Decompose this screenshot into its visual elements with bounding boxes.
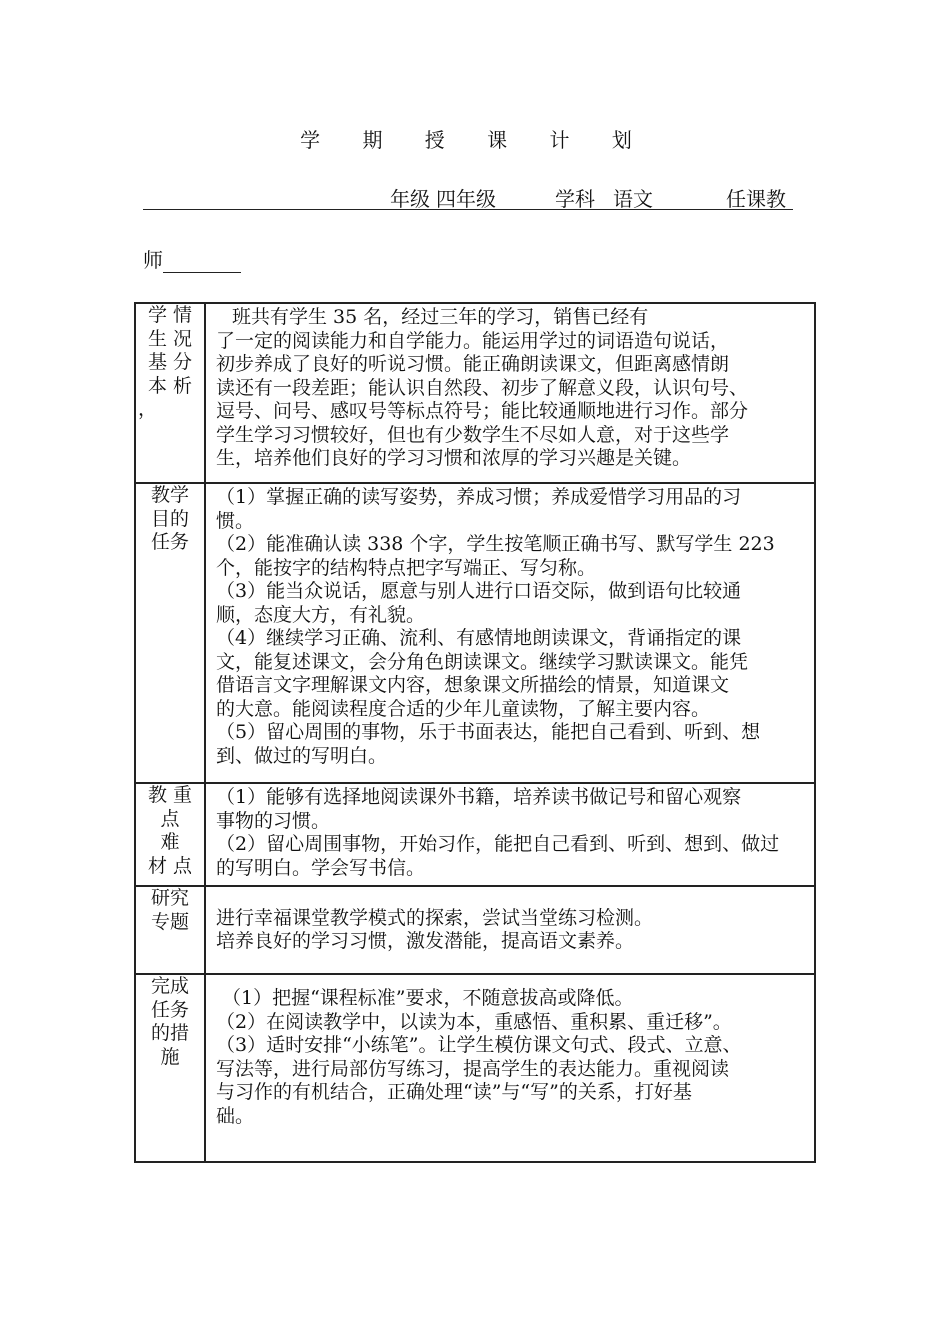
grade-value: 四年级 bbox=[436, 187, 496, 211]
text-line: （3）能当众说话，愿意与别人进行口语交际，做到语句比较通 bbox=[216, 580, 742, 602]
row-content-key-points bbox=[205, 783, 815, 886]
row-content-research-topic bbox=[205, 886, 815, 974]
row-heading-student-analysis bbox=[135, 303, 205, 483]
text-line: （1）掌握正确的读写姿势，养成习惯；养成爱惜学习用品的习 bbox=[216, 486, 742, 508]
heading-line: 本 析 bbox=[147, 374, 193, 397]
heading-line: 生 况 bbox=[147, 327, 193, 350]
heading-line: 材 点 bbox=[147, 854, 193, 877]
row-heading-research-topic bbox=[135, 886, 205, 974]
text-line: 事物的习惯。 bbox=[216, 809, 331, 832]
text-line: 写法等，进行局部仿写练习，提高学生的表达能力。重视阅读 bbox=[216, 1057, 730, 1080]
row-content-teaching-goals bbox=[205, 483, 815, 783]
table-row bbox=[135, 483, 815, 783]
text-line: 班共有学生 35 名，经过三年的学习，销售已经有 bbox=[232, 306, 649, 328]
text-line: 础。 bbox=[216, 1104, 255, 1127]
info-line bbox=[143, 183, 793, 210]
heading-line: 点 bbox=[160, 807, 180, 830]
heading-line: 任务 bbox=[150, 998, 189, 1021]
grade-label: 年级 bbox=[390, 187, 430, 211]
text-line: 顺，态度大方，有礼貌。 bbox=[216, 603, 426, 626]
heading-line: 专题 bbox=[150, 910, 189, 933]
heading-line: 教 重 bbox=[147, 784, 193, 806]
text-line: 到、做过的写明白。 bbox=[216, 744, 388, 767]
text-line: 逗号、问号、感叹号等标点符号；能比较通顺地进行习作。部分 bbox=[216, 400, 749, 422]
heading-line: 学 情 bbox=[147, 304, 193, 326]
text-line: （5）留心周围的事物，乐于书面表达，能把自己看到、听到、想 bbox=[216, 721, 761, 743]
row-content-measures bbox=[205, 974, 815, 1162]
text-line: 个，能按字的结构特点把字写端正、写匀称。 bbox=[216, 556, 597, 579]
text-line: 惯。 bbox=[216, 509, 255, 532]
text-line: （2）留心周围事物，开始习作，能把自己看到、听到、想到、做过 bbox=[216, 833, 780, 855]
heading-line: 难 bbox=[160, 831, 180, 853]
heading-line: 任务 bbox=[150, 531, 189, 553]
heading-line: 基 分 bbox=[147, 351, 193, 373]
subject-value: 语文 bbox=[613, 187, 653, 211]
text-line: 读还有一段差距；能认识自然段、初步了解意义段，认识句号、 bbox=[216, 376, 749, 399]
heading-line: 研究 bbox=[150, 887, 189, 909]
text-line: （2）能准确认读 338 个字，学生按笔顺正确书写、默写学生 223 bbox=[216, 533, 775, 555]
text-line: 借语言文字理解课文内容，想象课文所描绘的情景，知道课文 bbox=[216, 674, 730, 696]
table-row bbox=[135, 783, 815, 886]
text-line: 学生学习习惯较好，但也有少数学生不尽如人意，对于这些学 bbox=[216, 423, 730, 446]
text-line: 生，培养他们良好的学习习惯和浓厚的学习兴趣是关键。 bbox=[216, 447, 692, 469]
text-line: （1）把握“课程标准”要求，不随意拔高或降低。 bbox=[222, 987, 634, 1009]
text-line: 的写明白。学会写书信。 bbox=[216, 856, 426, 879]
text-line: 的大意。能阅读程度合适的少年儿童读物，了解主要内容。 bbox=[216, 697, 711, 720]
text-line: 初步养成了良好的听说习惯。能正确朗读课文，但距离感情朗 bbox=[216, 353, 730, 375]
heading-line: 完成 bbox=[150, 975, 189, 997]
text-line: 与习作的有机结合，正确处理“读”与“写”的关系，打好基 bbox=[216, 1081, 692, 1103]
page-title: 学 期 授 课 计 划 bbox=[300, 128, 650, 152]
text-line: （2）在阅读教学中，以读为本，重感悟、重积累、重迁移”。 bbox=[216, 1010, 732, 1033]
row-heading-measures bbox=[135, 974, 205, 1162]
teacher-label-end: 师 bbox=[143, 248, 163, 272]
text-line: 了一定的阅读能力和自学能力。能运用学过的词语造句说话， bbox=[216, 329, 730, 352]
subject-label: 学科 bbox=[555, 187, 595, 211]
heading-line: ， bbox=[138, 398, 158, 420]
text-line: （4）继续学习正确、流利、有感情地朗读课文，背诵指定的课 bbox=[216, 627, 742, 649]
text-line: （1）能够有选择地阅读课外书籍，培养读书做记号和留心观察 bbox=[216, 786, 742, 808]
row-heading-key-points bbox=[135, 783, 205, 886]
plan-table bbox=[134, 302, 816, 1163]
teacher-label: 任课教 bbox=[726, 187, 786, 211]
table-row bbox=[135, 303, 815, 483]
table-row bbox=[135, 886, 815, 974]
heading-line: 施 bbox=[160, 1045, 180, 1068]
heading-line: 目的 bbox=[150, 507, 189, 530]
row-content-student-analysis bbox=[205, 303, 815, 483]
teacher-line bbox=[143, 244, 241, 273]
table-row bbox=[135, 974, 815, 1162]
text-line: 文，能复述课文，会分角色朗读课文。继续学习默读课文。能凭 bbox=[216, 650, 749, 673]
text-line: 培养良好的学习习惯，激发潜能，提高语文素养。 bbox=[216, 930, 635, 952]
text-line: （3）适时安排“小练笔”。让学生模仿课文句式、段式、立意、 bbox=[216, 1034, 742, 1056]
row-heading-teaching-goals bbox=[135, 483, 205, 783]
heading-line: 教学 bbox=[150, 484, 189, 506]
teacher-name-blank bbox=[163, 250, 241, 273]
text-line: 进行幸福课堂教学模式的探索，尝试当堂练习检测。 bbox=[216, 906, 654, 929]
heading-line: 的措 bbox=[150, 1022, 189, 1044]
